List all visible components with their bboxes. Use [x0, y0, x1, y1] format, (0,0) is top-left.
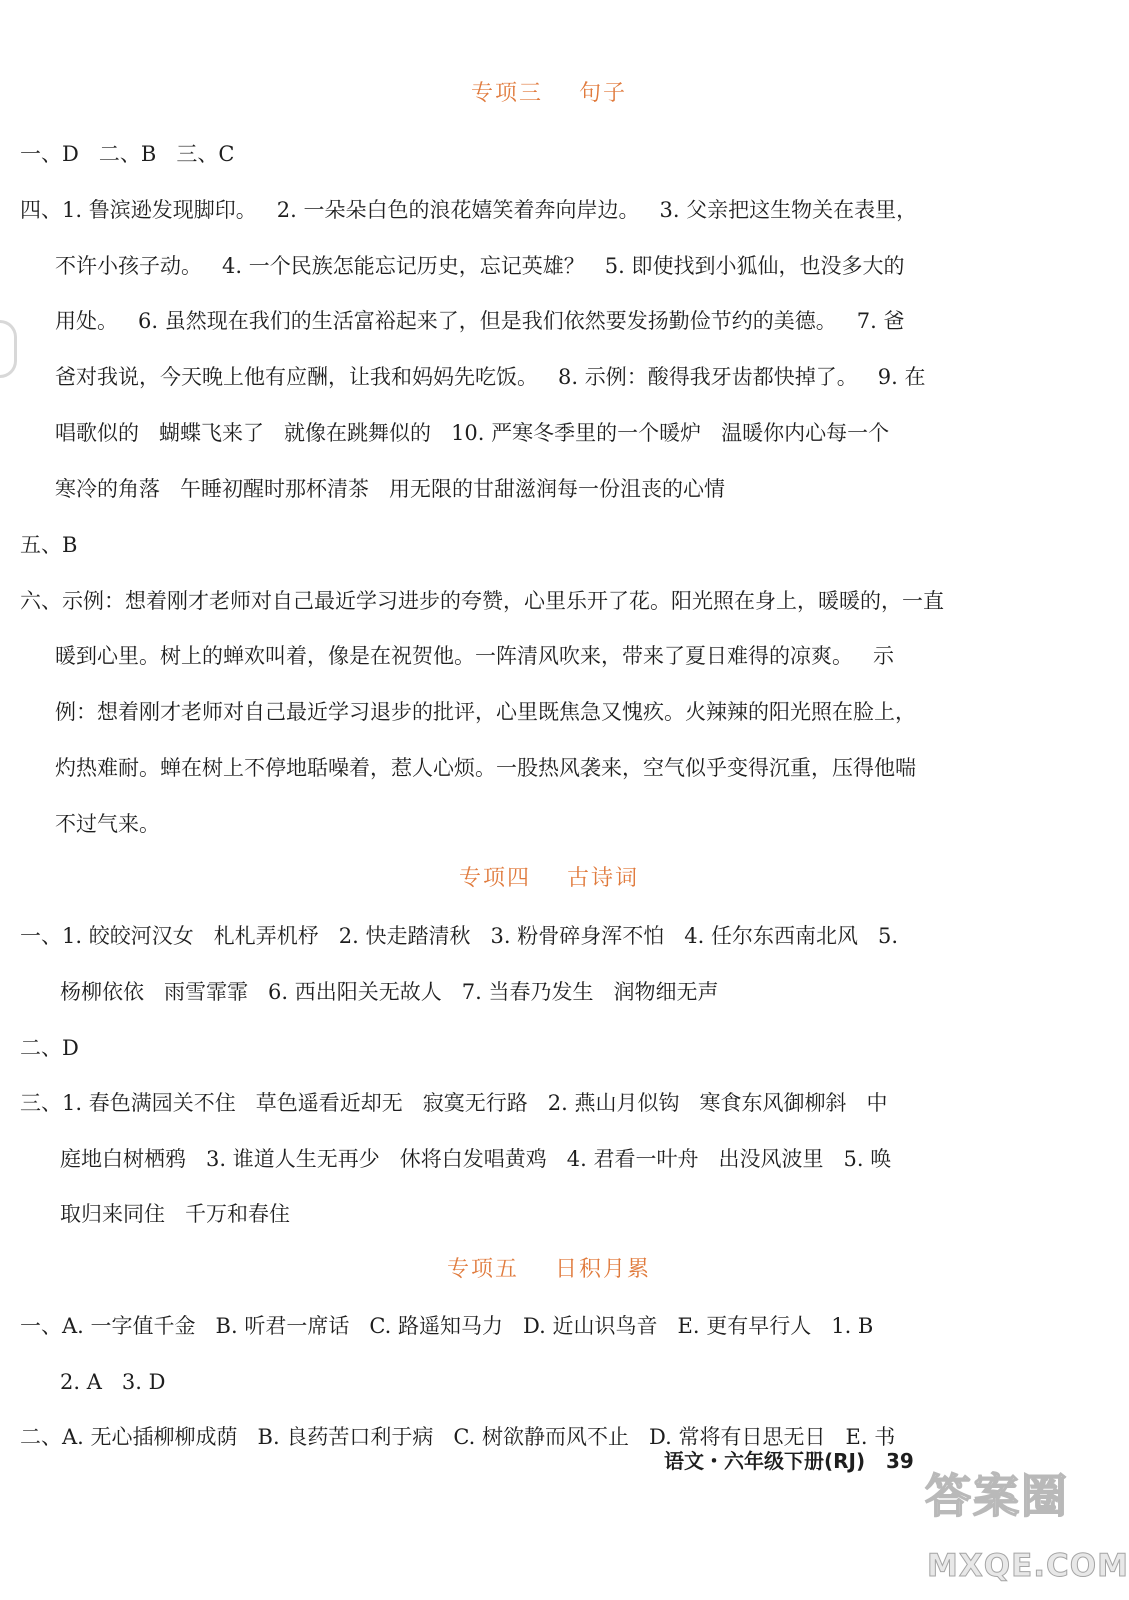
answer-line: 三、1. 春色满园关不住 草色遥看近却无 寂寞无行路 2. 燕山月似钩 寒食东风御柳斜 中 — [20, 1091, 888, 1115]
answer-line: 暖到心里。树上的蝉欢叫着，像是在祝贺他。一阵清风吹来，带来了夏日难得的凉爽。 示 — [55, 644, 895, 668]
answer-line: 不过气来。 — [55, 812, 160, 836]
answer-line: 五、B — [20, 533, 78, 557]
watermark-url: MXQE.COM — [927, 1548, 1129, 1584]
answer-line: 爸对我说，今天晚上他有应酬，让我和妈妈先吃饭。 8. 示例：酸得我牙齿都快掉了。 9. 在 — [55, 365, 926, 389]
answer-line: 四、1. 鲁滨逊发现脚印。 2. 一朵朵白色的浪花嬉笑着奔向岸边。 3. 父亲把这生物关在表里， — [20, 198, 918, 222]
page-footer: 语文・六年级下册(RJ) 39 — [664, 1449, 914, 1473]
answer-line: 一、1. 皎皎河汉女 札札弄机杼 2. 快走踏清秋 3. 粉骨碎身浑不怕 4. 任尔东西南北风 5. — [20, 924, 899, 948]
answer-line: 唱歌似的 蝴蝶飞来了 就像在跳舞似的 10. 严寒冬季里的一个暖炉 温暖你内心每一个 — [55, 421, 890, 445]
answer-line: 一、A. 一字值千金 B. 听君一席话 C. 路遥知马力 D. 近山识鸟音 E. 更有早行人 1. B — [20, 1314, 874, 1338]
section-title-4: 专项四 古诗词 — [459, 866, 639, 891]
answer-line: 灼热难耐。蝉在树上不停地聒噪着，惹人心烦。一股热风袭来，空气似乎变得沉重，压得他喘 — [55, 756, 916, 780]
answer-line: 杨柳依依 雨雪霏霏 6. 西出阳关无故人 7. 当春乃发生 润物细无声 — [60, 980, 719, 1004]
watermark — [925, 1460, 1129, 1596]
answer-line: 一、D 二、B 三、C — [20, 142, 235, 166]
answer-line: 二、D — [20, 1036, 79, 1060]
answer-line: 寒冷的角落 午睡初醒时那杯清茶 用无限的甘甜滋润每一份沮丧的心情 — [55, 477, 726, 501]
answer-line: 取归来同住 千万和春住 — [60, 1202, 291, 1226]
answer-line: 二、A. 无心插柳柳成荫 B. 良药苦口利于病 C. 树欲静而风不止 D. 常将有日思无日 E. 书 — [20, 1425, 896, 1449]
watermark-logo: 答案圈 — [925, 1469, 1069, 1523]
answer-line: 不许小孩子动。 4. 一个民族怎能忘记历史，忘记英雄？ 5. 即使找到小狐仙，也没多大的 — [55, 254, 905, 278]
section-title-3: 专项三 句子 — [471, 81, 627, 106]
binding-mark — [0, 320, 17, 378]
answer-line: 庭地白树栖鸦 3. 谁道人生无再少 休将白发唱黄鸡 4. 君看一叶舟 出没风波里 5. 唤 — [60, 1147, 892, 1171]
answer-line: 2. A 3. D — [60, 1370, 166, 1394]
answer-line: 例：想着刚才老师对自己最近学习退步的批评，心里既焦急又愧疚。火辣辣的阳光照在脸上， — [55, 700, 916, 724]
answer-line: 用处。 6. 虽然现在我们的生活富裕起来了，但是我们依然要发扬勤俭节约的美德。 7. 爸 — [55, 309, 905, 333]
answer-line: 六、示例：想着刚才老师对自己最近学习进步的夸赞，心里乐开了花。阳光照在身上，暖暖的，一直 — [20, 589, 944, 613]
section-title-5: 专项五 日积月累 — [447, 1257, 651, 1282]
